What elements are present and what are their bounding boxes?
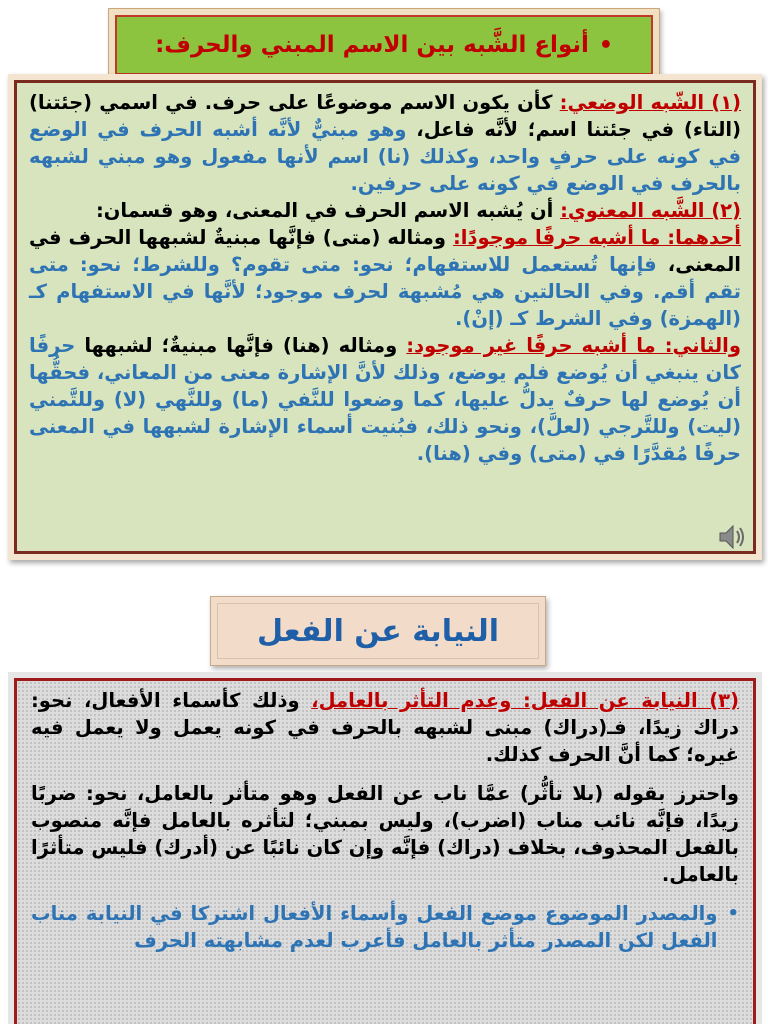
slide2-content-inner	[14, 678, 756, 1024]
label-manawi: (٢) الشَّبه المعنوي:	[560, 199, 741, 222]
text-manawi: أن يُشبه الاسم الحرف في المعنى، وهو قسمان:	[95, 199, 561, 222]
slide2-title-inner	[217, 603, 539, 659]
label-first-type: أحدهما: ما أشبه حرفًا موجودًا:	[452, 226, 741, 249]
slide1-content-inner	[14, 80, 756, 554]
speaker-icon[interactable]	[714, 520, 748, 554]
paragraph-ihtiraz	[31, 780, 739, 888]
slide1-title-banner	[115, 15, 653, 75]
text-ihtiraz: واحترز بقوله (بلا تأثُّر) عمَّا ناب عن الفعل وهو متأثر بالعامل، نحو: ضربًا زيدًا، فإنَّه نائب مناب (اضرب)، وليس بمبني؛ لتأثره بالعامل فإنَّه منصوب بالفعل المحذوف، بخلاف (دراك) فإنَّه وإن كان نائبًا عن (أدرك) فليس متأثرًا بالعامل.	[31, 782, 739, 886]
text-masdar: والمصدر الموضوع موضع الفعل وأسماء الأفعال اشتركا في النيابة مناب الفعل لكن المصدر متأثر بالعامل فأعرب لعدم مشابهته الحرف	[31, 902, 718, 952]
paragraph-second-type	[29, 332, 741, 467]
label-wadhi: (١) الشّبه الوضعي:	[559, 91, 742, 114]
text-wadhi-2: وهو مبنيٌّ لأنَّه أشبه الحرف في الوضع في كونه على حرفٍ واحد، وكذلك (نا) اسم لأنها مفعول وهو مبني لشبهه بالحرف في الوضع في كونه على حرفين.	[29, 118, 741, 195]
paragraph-wadhi	[29, 89, 741, 197]
text-second-type-2: حرفًا كان ينبغي أن يُوضع فلم يوضع، وذلك لأنَّ الإشارة معنى من المعاني، فحقُّها أن يُوضع لها حرفٌ يدلُّ عليها، كما وضعوا للنَّفي (ما) وللنَّهي (لا) وللتَّمني (ليت) وللتَّرجي (لعلَّ)، ونحو ذلك، فبُنيت أسماء الإشارة لشبهها في المعنى حرفًا مُقدَّرًا في (متى) وفي (هنا).	[29, 334, 741, 465]
paragraph-manawi	[29, 197, 741, 224]
text-wadhi-1: كأن يكون الاسم موضوعًا على حرف. في اسمي (جئتنا) (التاء) في جئتنا اسم؛ لأنَّه فاعل،	[29, 91, 741, 141]
text-second-type-1: ومثاله (هنا) فإنَّها مبنيةٌ؛ لشبهها	[75, 334, 407, 357]
slide1-content-panel	[8, 74, 762, 560]
slide2-title: النيابة عن الفعل	[257, 613, 499, 649]
paragraph-niyaba	[31, 687, 739, 768]
text-niyaba: وذلك كأسماء الأفعال، نحو: دراك زيدًا، فـ(دراك) مبنى لشبهه بالحرف في كونه يعمل ولا يعمل فيه غيره؛ كما أنَّ الحرف كذلك.	[31, 689, 739, 766]
slide1-title-box	[108, 8, 660, 82]
masdar-bullet: •	[727, 903, 739, 924]
slide1-title	[155, 32, 613, 58]
title-bullet: •	[598, 33, 613, 58]
slide2-title-box	[210, 596, 546, 666]
slide2-content-panel	[8, 672, 762, 1024]
label-niyaba: (٣) النيابة عن الفعل: وعدم التأثر بالعامل،	[311, 689, 739, 712]
text-first-type-1: ومثاله (متى) فإنَّها مبنيةٌ لشبهها الحرف في المعنى،	[29, 226, 741, 276]
paragraph-masdar	[31, 900, 739, 954]
label-second-type: والثاني: ما أشبه حرفًا غير موجود:	[406, 334, 741, 357]
text-first-type-2: فإنها تُستعمل للاستفهام؛ نحو: متى تقوم؟ وللشرط؛ نحو: متى تقم أقم. وفي الحالتين هي مُشبهة لحرف موجود؛ لأنَّها في الاستفهام كـ (الهمزة) وفي الشرط كـ (إنْ).	[29, 253, 741, 330]
paragraph-first-type	[29, 224, 741, 332]
slide1-title-text: أنواع الشَّبه بين الاسم المبني والحرف:	[155, 32, 589, 58]
